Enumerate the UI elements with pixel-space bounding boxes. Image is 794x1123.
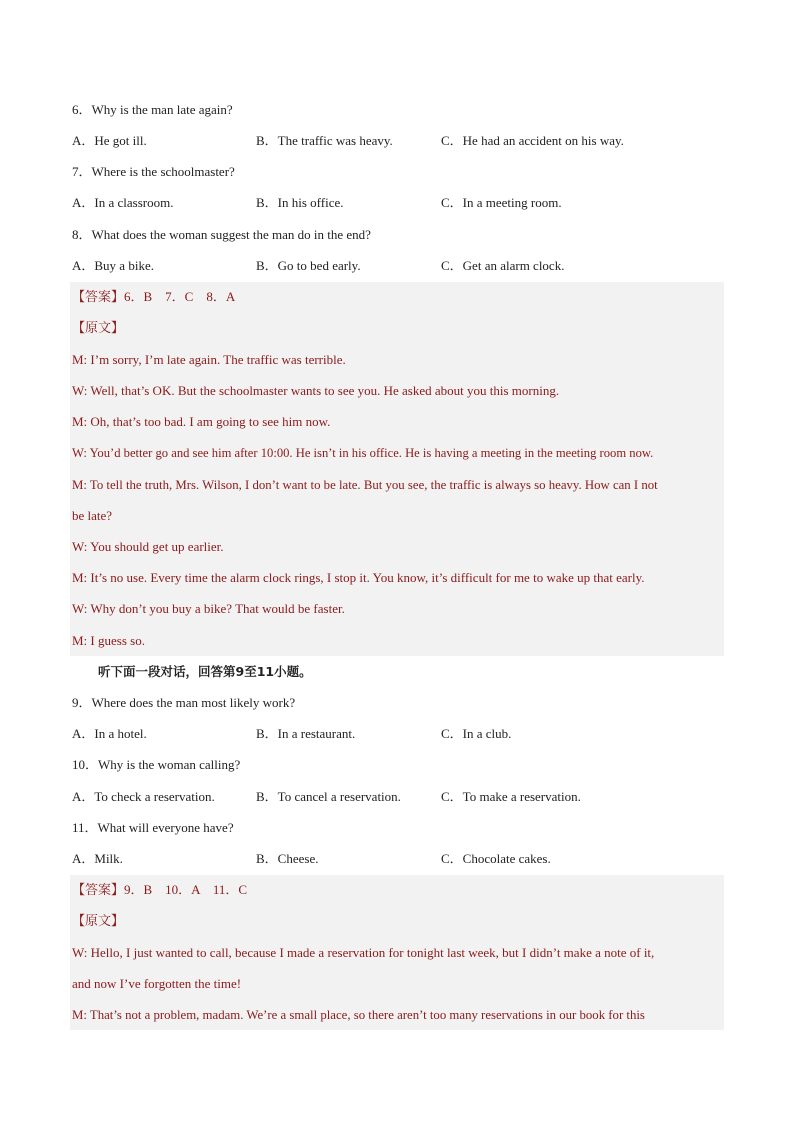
question-6: 6．Why is the man late again? — [72, 102, 233, 117]
transcript-line: be late? — [72, 508, 113, 523]
question-11: 11．What will everyone have? — [72, 820, 234, 835]
option-a: A．He got ill. — [72, 133, 147, 148]
option-a: A．To check a reservation. — [72, 789, 215, 804]
question-7: 7．Where is the schoolmaster? — [72, 164, 235, 179]
transcript-line: M: To tell the truth, Mrs. Wilson, I don’t want to be late. But you see, the traffic is always so heavy. How can I not — [72, 478, 658, 492]
transcript-line: W: You should get up earlier. — [72, 539, 224, 554]
option-b: B．To cancel a reservation. — [256, 789, 401, 804]
answer-key-1: 【答案】6．B 7．C 8．A — [72, 289, 236, 304]
question-9: 9．Where does the man most likely work? — [72, 695, 296, 710]
transcript-line: W: Hello, I just wanted to call, because I made a reservation for tonight last week, but I didn’t make a note of it, — [72, 945, 655, 960]
option-b: B．The traffic was heavy. — [256, 133, 393, 148]
transcript-line: W: Why don’t you buy a bike? That would be faster. — [72, 601, 345, 616]
original-label-2: 【原文】 — [72, 913, 125, 928]
answer-key-2: 【答案】9．B 10．A 11．C — [72, 882, 248, 897]
option-a: A．Buy a bike. — [72, 258, 154, 273]
question-8: 8．What does the woman suggest the man do in the end? — [72, 227, 371, 242]
transcript-line: W: You’d better go and see him after 10:00. He isn’t in his office. He is having a meeting in the meeting room now. — [72, 446, 654, 460]
transcript-line: M: I guess so. — [72, 633, 145, 648]
option-c: C．He had an accident on his way. — [441, 133, 624, 148]
option-c: C．To make a reservation. — [441, 789, 581, 804]
option-a: A．In a classroom. — [72, 195, 174, 210]
original-label-1: 【原文】 — [72, 320, 125, 335]
transcript-line: and now I’ve forgotten the time! — [72, 976, 242, 991]
option-b: B．Cheese. — [256, 851, 319, 866]
option-b: B．In his office. — [256, 195, 344, 210]
transcript-line: M: I’m sorry, I’m late again. The traffic was terrible. — [72, 352, 346, 367]
option-b: B．Go to bed early. — [256, 258, 361, 273]
option-c: C．Chocolate cakes. — [441, 851, 551, 866]
transcript-line: M: Oh, that’s too bad. I am going to see him now. — [72, 414, 331, 429]
transcript-line: M: That’s not a problem, madam. We’re a small place, so there aren’t too many reservations in our book for this — [72, 1008, 645, 1022]
option-a: A．In a hotel. — [72, 726, 147, 741]
option-b: B．In a restaurant. — [256, 726, 356, 741]
transcript-line: W: Well, that’s OK. But the schoolmaster wants to see you. He asked about you this morning. — [72, 383, 560, 398]
option-a: A．Milk. — [72, 851, 123, 866]
section-heading: 听下面一段对话，回答第9至11小题。 — [98, 664, 312, 679]
option-c: C．In a club. — [441, 726, 512, 741]
option-c: C．Get an alarm clock. — [441, 258, 565, 273]
option-c: C．In a meeting room. — [441, 195, 562, 210]
question-10: 10．Why is the woman calling? — [72, 757, 241, 772]
transcript-line: M: It’s no use. Every time the alarm clock rings, I stop it. You know, it’s difficult for me to wake up that early. — [72, 570, 645, 585]
